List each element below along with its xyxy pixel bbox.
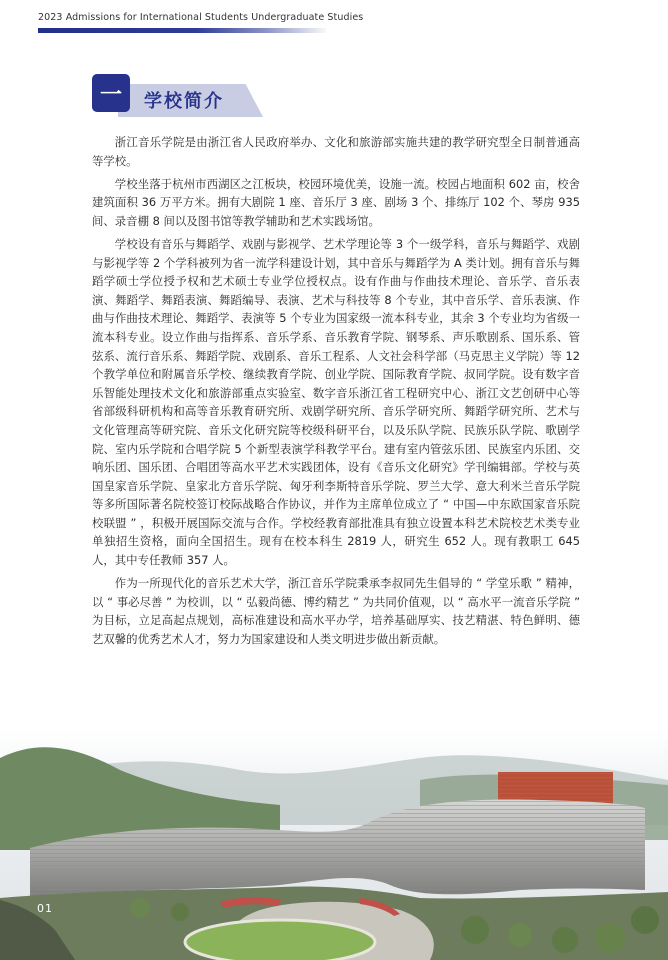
tree — [130, 898, 150, 918]
tree — [508, 923, 532, 947]
tree — [595, 923, 625, 953]
running-header: 2023 Admissions for International Students Undergraduate Studies — [38, 12, 364, 23]
paragraph: 作为一所现代化的音乐艺术大学，浙江音乐学院秉承李叔同先生倡导的 “ 学堂乐歌 ” 精神，以 “ 事必尽善 ” 为校训，以 “ 弘毅尚德、博约精艺 ” 为共同价值观，以 “ 高水平一流音乐学院 ” 为目标，立足高起点规划，高标准建设和高水平办学，培养基础厚实、技艺精湛、特色鲜明、德艺双馨的优秀艺术人才，努力为国家建设和人类文明进步做出新贡献。 — [92, 576, 580, 646]
paragraph: 学校设有音乐与舞蹈学、戏剧与影视学、艺术学理论等 3 个一级学科，音乐与舞蹈学、戏剧与影视学等 2 个学科被列为省一流学科建设计划，其中音乐与舞蹈学为 A 类计划。拥有音乐与舞蹈学硕士学位授予权和艺术硕士专业学位授权点。设有作曲与作曲技术理论、音乐学、音乐表演、舞蹈学、舞蹈表演、舞蹈编导、表演、艺术与科技等 8 个专业，其中音乐学、音乐表演、作曲与作曲技术理论、舞蹈学、表演等 5 个专业为国家级一流本科专业，其余 3 个专业均为省级一流本科专业。设立作曲与指挥系、音乐学系、音乐教育学院、钢琴系、声乐歌剧系、国乐系、管弦系、流行音乐系、舞蹈学院、戏剧系、音乐工程系、人文社会科学部（马克思主义学院）等 12 个教学单位和附属音乐学校、继续教育学院、创业学院、国际教育学院、叔同学院。设有数字音乐智能处理技术文化和旅游部重点实验室、数字音乐浙江省工程研究中心、浙江文艺创研中心等省部级科研机构和高等音乐教育研究所、戏剧学研究所、音乐学研究所、舞蹈学研究所、艺术与文化管理高等研究院、音乐文化研究院等校级科研平台，以及乐队学院、民族乐队学院、歌剧学院、室内乐学院和合唱学院 5 个新型表演学科教学平台。建有室内管弦乐团、民族室内乐团、交响乐团、国乐团、合唱团等高水平艺术实践团体，设有《音乐文化研究》学刊编辑部。学校与英国皇家音乐学院、皇家北方音乐学院、匈牙利李斯特音乐学院、罗兰大学、意大利米兰音乐学院等多所国际著名院校签订校际战略合作协议，并作为主席单位成立了 “ 中国—中东欧国家音乐院校联盟 ” ，积极开展国际交流与合作。学校经教育部批准具有独立设置本科艺术院校艺术类专业单独招生资格，面向全国招生。现有在校本科生 2819 人，研究生 652 人。现有教职工 645 人，其中专任教师 357 人。 — [92, 236, 580, 568]
tree — [461, 916, 489, 944]
header-rule — [38, 28, 326, 33]
paragraph: 学校坐落于杭州市西湖区之江板块，校园环境优美，设施一流。校园占地面积 602 亩，校舍建筑面积 36 万平方米。拥有大剧院 1 座、音乐厅 3 座、剧场 3 个、排练厅 102 个、琴房 935 间、录音棚 8 间以及图书馆等教学辅助和艺术实践场馆。 — [92, 176, 580, 228]
section-heading — [92, 74, 272, 118]
section-number-badge: 一 — [92, 74, 130, 112]
tree — [631, 906, 659, 934]
tree — [552, 927, 578, 953]
section-title: 学校简介 — [144, 91, 224, 112]
paragraph: 浙江音乐学院是由浙江省人民政府举办、文化和旅游部实施共建的教学研究型全日制普通高等学校。 — [92, 135, 580, 168]
body-text — [92, 133, 580, 653]
campus-aerial-photo — [0, 730, 668, 960]
page-number: 01 — [37, 902, 53, 915]
tree — [171, 903, 189, 921]
